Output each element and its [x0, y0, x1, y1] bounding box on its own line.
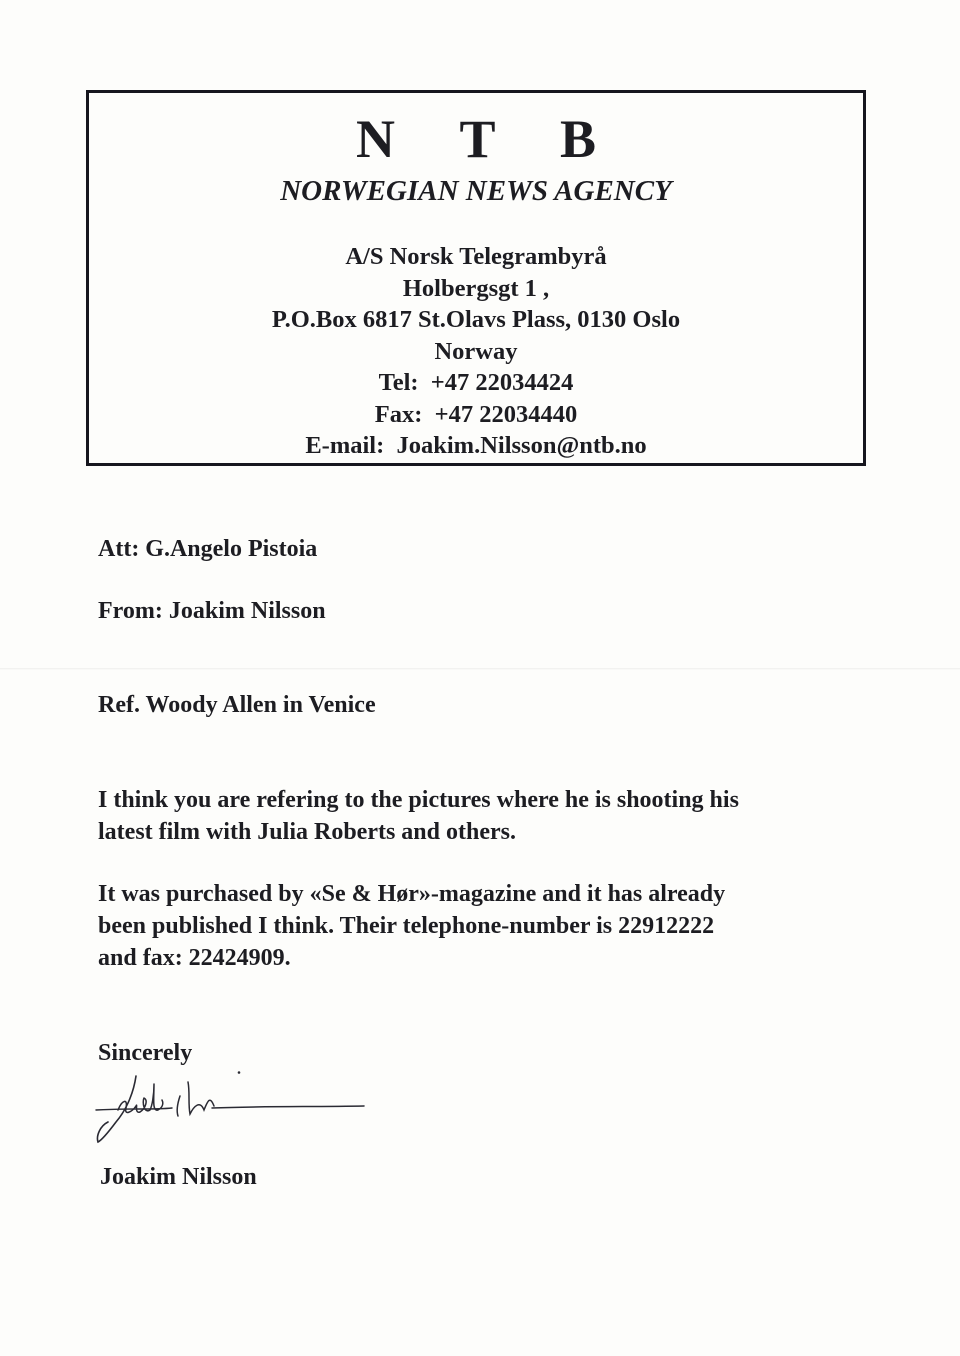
reference-line: Ref. Woody Allen in Venice [98, 692, 376, 718]
agency-name: NORWEGIAN NEWS AGENCY [280, 175, 672, 207]
paragraph-2-line: and fax: 22424909. [98, 945, 291, 971]
telephone: Tel: +47 22034424 [378, 369, 574, 396]
po-box-address: P.O.Box 6817 St.Olavs Plass, 0130 Oslo [271, 306, 681, 333]
fax: Fax: +47 22034440 [374, 400, 578, 428]
street-address: Holbergsgt 1 , [402, 274, 550, 302]
signature-name: Joakim Nilsson [100, 1164, 257, 1190]
attention-line: Att: G.Angelo Pistoia [98, 536, 318, 562]
ntb-logo: N T B [355, 109, 623, 169]
paragraph-2 [98, 878, 725, 974]
from-line: From: Joakim Nilsson [98, 598, 326, 624]
paragraph-1-line: latest film with Julia Roberts and others. [98, 819, 516, 845]
country: Norway [434, 337, 518, 365]
handwritten-signature [92, 1070, 372, 1150]
paragraph-1 [98, 784, 739, 848]
paragraph-2-line: been published I think. Their telephone-number is 22912222 [98, 913, 715, 939]
paper-fold-crease [0, 668, 960, 670]
letterhead-address [89, 241, 863, 462]
email: E-mail: Joakim.Nilsson@ntb.no [305, 432, 647, 459]
paragraph-2-line: It was purchased by «Se & Hør»-magazine and it has already [98, 881, 726, 907]
company-name: A/S Norsk Telegrambyrå [345, 243, 607, 270]
paragraph-1-line: I think you are refering to the pictures where he is shooting his [98, 787, 739, 813]
letterhead-box [86, 90, 866, 466]
closing: Sincerely [98, 1040, 193, 1066]
